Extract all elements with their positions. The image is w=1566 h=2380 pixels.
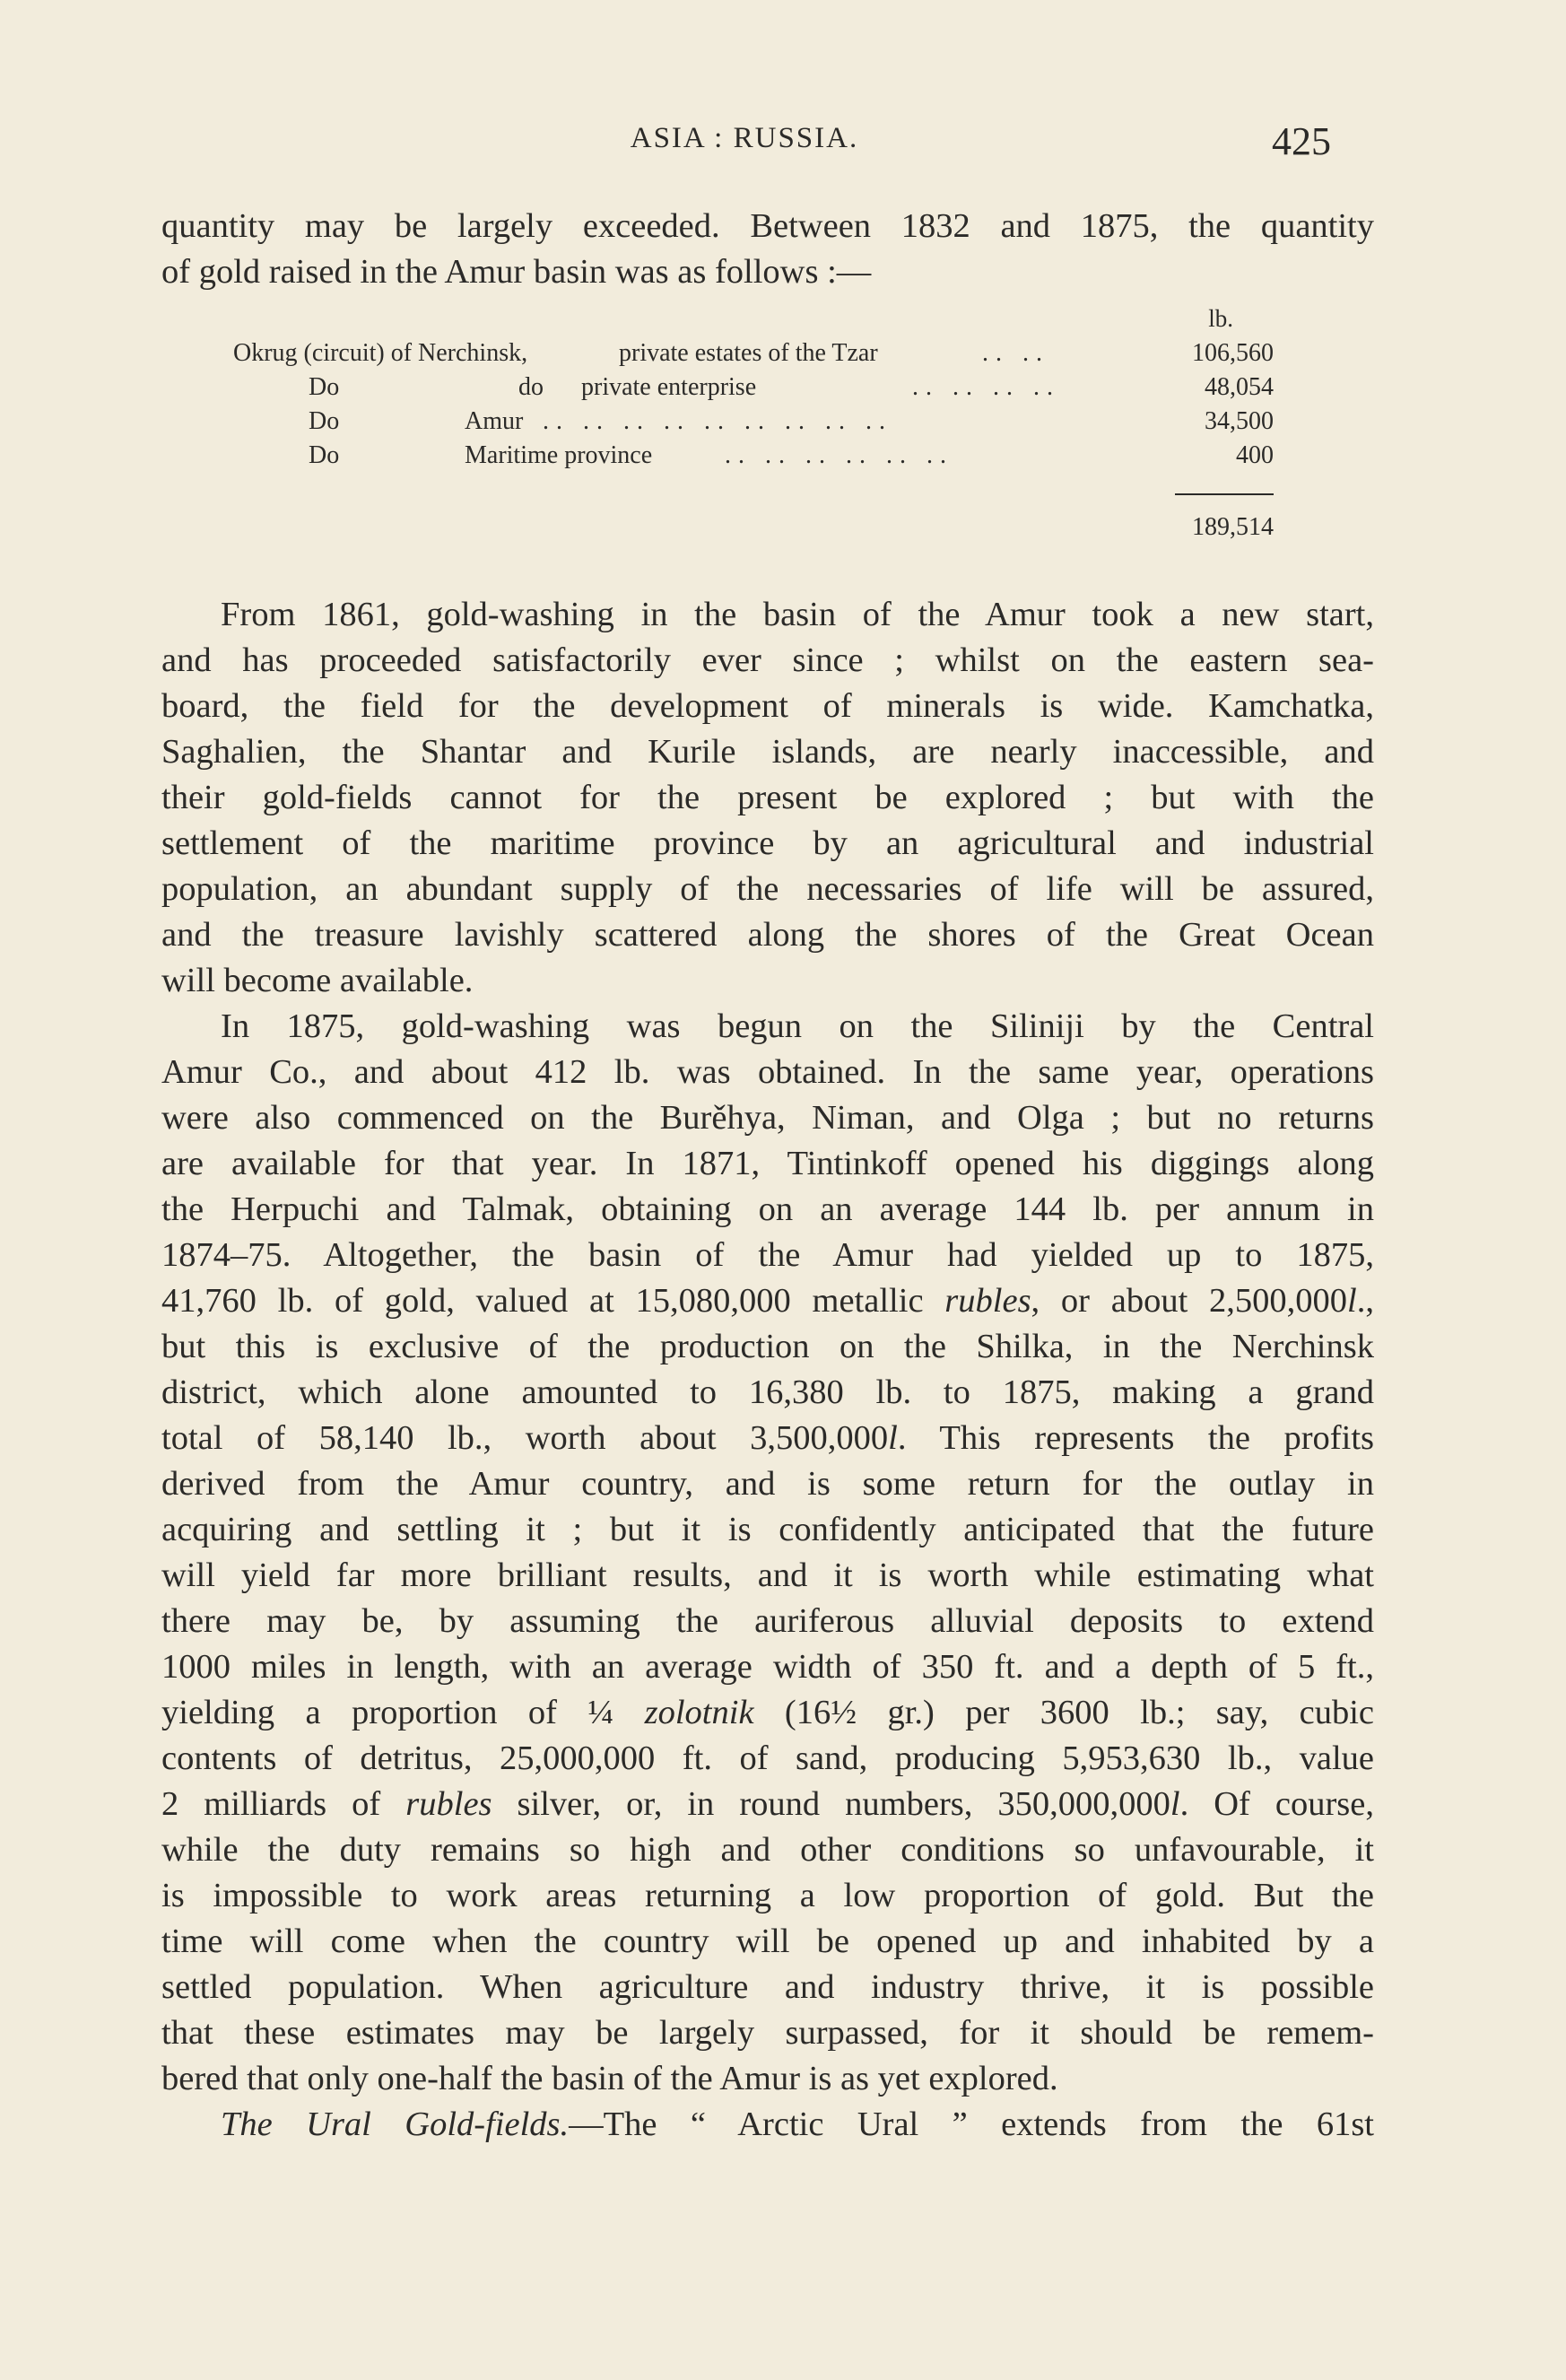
text-line: settled population. When agriculture and industry thrive, it is possible: [161, 1968, 1374, 2006]
running-title: ASIA : RUSSIA.: [630, 122, 859, 154]
text-line: and the treasure lavishly scattered along the shores of the Great Ocean: [161, 916, 1374, 954]
leader-dots: .. ..: [982, 339, 1049, 367]
text-segment: 2 milliards of: [161, 1785, 406, 1823]
text-line: quantity may be largely exceeded. Between 1832 and 1875, the quantity: [161, 207, 1374, 245]
text-line: population, an abundant supply of the necessaries of life will be assured,: [161, 870, 1374, 908]
text-segment: 41,760 lb. of gold, valued at 15,080,000 metallic: [161, 1282, 945, 1320]
text-line: the Herpuchi and Talmak, obtaining on an average 144 lb. per annum in: [161, 1190, 1374, 1228]
text-line: while the duty remains so high and other conditions so unfavourable, it: [161, 1831, 1374, 1869]
text-line: and has proceeded satisfactorily ever since ; whilst on the eastern sea-: [161, 641, 1374, 679]
pound-sign: l: [888, 1419, 898, 1457]
amount-cell: 34,500: [1205, 407, 1274, 435]
source-cell: private estates of the Tzar: [619, 339, 878, 367]
total-amount: 189,514: [1192, 513, 1274, 541]
text-line: there may be, by assuming the auriferous alluvial deposits to extend: [161, 1602, 1374, 1640]
text-line: but this is exclusive of the production on the Shilka, in the Nerchinsk: [161, 1328, 1374, 1365]
text-segment: silver, or, in round numbers, 350,000,000: [492, 1785, 1170, 1823]
district-cell: Do: [309, 373, 340, 401]
pound-sign: l: [1170, 1785, 1180, 1823]
text-line: is impossible to work areas returning a low proportion of gold. But the: [161, 1877, 1374, 1914]
italic-term: rubles: [944, 1282, 1031, 1320]
district-cell: Do: [309, 407, 340, 435]
text-line: 1874–75. Altogether, the basin of the Amur had yielded up to 1875,: [161, 1236, 1374, 1274]
text-line: of gold raised in the Amur basin was as follows :—: [161, 253, 872, 291]
page-number: 425: [1272, 119, 1331, 163]
text-line: derived from the Amur country, and is some return for the outlay in: [161, 1465, 1374, 1503]
paragraph-1861: [161, 592, 1374, 1004]
table-row: [233, 441, 1274, 475]
leader-dots: .. .. .. .. .. ..: [725, 441, 953, 469]
text-line: their gold-fields cannot for the present be explored ; but with the: [161, 779, 1374, 816]
text-segment: yielding a proportion of ¼: [161, 1694, 645, 1731]
text-line: [161, 1782, 1374, 1827]
intro-paragraph: [161, 204, 1374, 295]
text-line: [161, 1690, 1374, 1736]
text-line: board, the field for the development of minerals is wide. Kamchatka,: [161, 687, 1374, 725]
source-cell: do private enterprise: [518, 373, 757, 401]
source-cell: Amur: [465, 407, 524, 435]
text-segment: . This represents the profits: [897, 1419, 1374, 1457]
district-cell: Okrug (circuit) of Nerchinsk,: [233, 339, 528, 367]
text-line: settlement of the maritime province by an agricultural and industrial: [161, 824, 1374, 862]
text-line: In 1875, gold-washing was begun on the Siliniji by the Central: [221, 1007, 1374, 1045]
text-line: will become available.: [161, 962, 474, 999]
paragraph-1875: [161, 1004, 1374, 2102]
leader-dots: .. .. .. .. .. .. .. .. ..: [543, 407, 892, 435]
italic-term: zolotnik: [644, 1694, 754, 1731]
source-cell: Maritime province: [465, 441, 653, 469]
section-heading: The Ural Gold-fields.: [221, 2105, 570, 2143]
running-head: [0, 119, 1566, 167]
text-line: district, which alone amounted to 16,380 lb. to 1875, making a grand: [161, 1373, 1374, 1411]
text-line: [161, 1416, 1374, 1461]
text-line: From 1861, gold-washing in the basin of the Amur took a new start,: [221, 596, 1374, 633]
text-segment: —The “ Arctic Ural ” extends from the 61st: [569, 2105, 1374, 2143]
text-line: 1000 miles in length, with an average width of 350 ft. and a depth of 5 ft.,: [161, 1648, 1374, 1686]
text-line: will yield far more brilliant results, and it is worth while estimating what: [161, 1556, 1374, 1594]
text-line: [161, 1278, 1374, 1324]
total-rule: [1175, 493, 1274, 495]
table-row: [233, 407, 1274, 441]
table-row: [233, 373, 1274, 407]
text-line: were also commenced on the Burěhya, Niman, and Olga ; but no returns: [161, 1099, 1374, 1137]
text-segment: .,: [1356, 1282, 1374, 1320]
text-line: [161, 2102, 1374, 2148]
italic-term: rubles: [405, 1785, 492, 1823]
table-row: [233, 339, 1274, 373]
text-segment: (16½ gr.) per 3600 lb.; say, cubic: [753, 1694, 1374, 1731]
text-line: Amur Co., and about 412 lb. was obtained. In the same year, operations: [161, 1053, 1374, 1091]
text-segment: , or about 2,500,000: [1031, 1282, 1348, 1320]
text-line: bered that only one-half the basin of the Amur is as yet explored.: [161, 2060, 1058, 2097]
pound-sign: l: [1347, 1282, 1357, 1320]
leader-dots: .. .. .. ..: [912, 373, 1060, 401]
text-segment: total of 58,140 lb., worth about 3,500,000: [161, 1419, 889, 1457]
unit-label: lb.: [1208, 305, 1233, 332]
ural-paragraph: [161, 2102, 1374, 2148]
amount-cell: 400: [1236, 441, 1274, 469]
district-cell: Do: [309, 441, 340, 469]
amount-cell: 106,560: [1192, 339, 1274, 367]
text-line: are available for that year. In 1871, Tintinkoff opened his diggings along: [161, 1145, 1374, 1182]
text-line: contents of detritus, 25,000,000 ft. of sand, producing 5,953,630 lb., value: [161, 1739, 1374, 1777]
text-line: that these estimates may be largely surpassed, for it should be remem-: [161, 2014, 1374, 2052]
text-line: Saghalien, the Shantar and Kurile islands, are nearly inaccessible, and: [161, 733, 1374, 771]
text-segment: . Of course,: [1179, 1785, 1374, 1823]
text-line: acquiring and settling it ; but it is confidently anticipated that the future: [161, 1511, 1374, 1548]
text-line: time will come when the country will be opened up and inhabited by a: [161, 1922, 1374, 1960]
amount-cell: 48,054: [1205, 373, 1274, 401]
